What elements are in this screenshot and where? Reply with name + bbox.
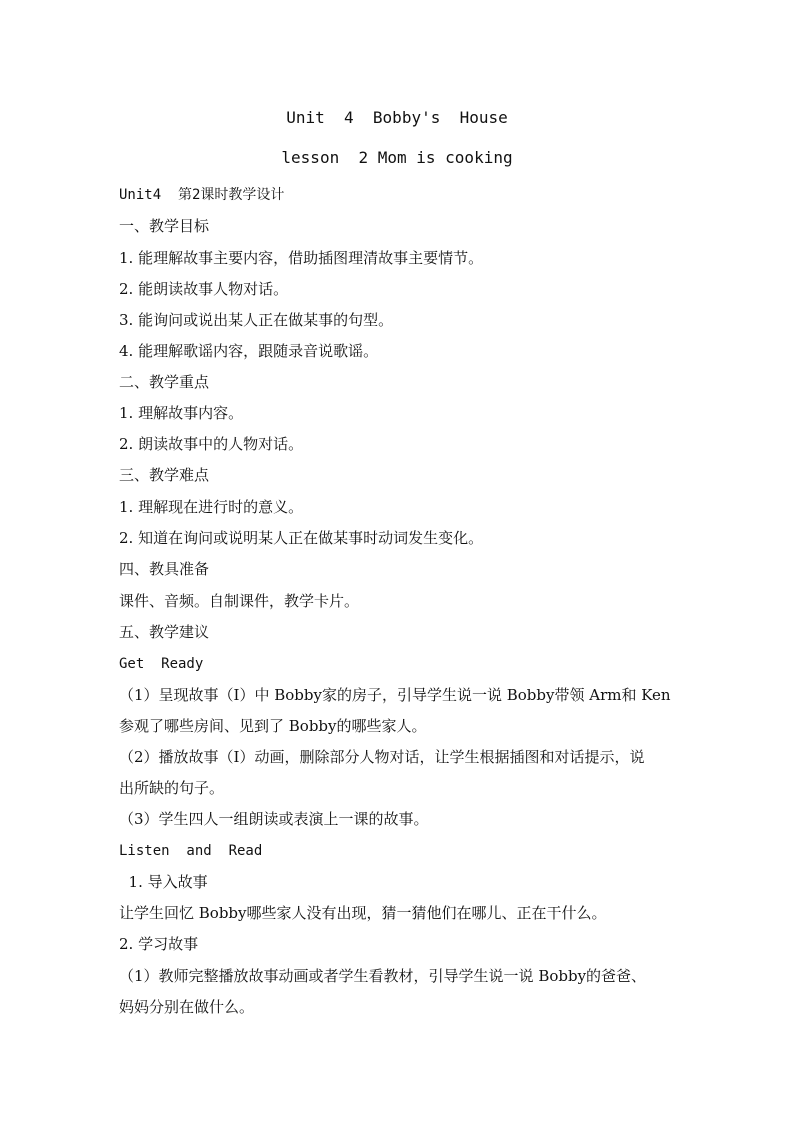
paragraph-line: （2）播放故事（I）动画，删除部分人物对话，让学生根据插图和对话提示，说 [119,748,645,766]
paragraph-line: （1）教师完整播放故事动画或者学生看教材，引导学生说一说 Bobby的爸爸、 [119,967,647,985]
paragraph-line: 参观了哪些房间、见到了 Bobby的哪些家人。 [119,717,427,735]
paragraph-line: 4. 能理解歌谣内容，跟随录音说歌谣。 [119,342,379,360]
subsection-heading-listen-and-read: Listen and Read [119,843,263,859]
paragraph-line: 2. 知道在询问或说明某人正在做某事时动词发生变化。 [119,529,484,547]
section-heading-difficulties: 三、教学难点 [119,466,210,484]
paragraph-line: 3. 能询问或说出某人正在做某事的句型。 [119,311,394,329]
paragraph-line: （3）学生四人一组朗读或表演上一课的故事。 [119,810,429,828]
paragraph-line: （1）呈现故事（I）中 Bobby家的房子，引导学生说一说 Bobby带领 Arm和 Ken [119,686,671,704]
document-subtitle: lesson 2 Mom is cooking [281,148,513,167]
paragraph-line: 出所缺的句子。 [119,779,225,797]
section-heading-key-points: 二、教学重点 [119,373,210,391]
paragraph-line: 1. 理解故事内容。 [119,404,244,422]
section-heading-suggestions: 五、教学建议 [119,623,210,641]
paragraph-line: 让学生回忆 Bobby哪些家人没有出现，猜一猜他们在哪儿、正在干什么。 [119,904,607,922]
section-heading-objectives: 一、教学目标 [119,217,210,235]
paragraph-line: 妈妈分别在做什么。 [119,998,255,1016]
paragraph-line: 1. 理解现在进行时的意义。 [119,498,304,516]
subsection-heading-get-ready: Get Ready [119,656,204,672]
section-heading-materials: 四、教具准备 [119,560,210,578]
lesson-heading: Unit4 第2课时教学设计 [119,187,285,203]
paragraph-line: 1. 能理解故事主要内容，借助插图理清故事主要情节。 [119,249,484,267]
paragraph-line: 2. 能朗读故事人物对话。 [119,280,289,298]
paragraph-line: 2. 朗读故事中的人物对话。 [119,435,304,453]
document-title: Unit 4 Bobby's House [286,108,508,127]
paragraph-line: 课件、音频。自制课件，教学卡片。 [119,592,360,610]
paragraph-line: 2. 学习故事 [119,935,199,953]
paragraph-line: 1. 导入故事 [119,873,208,891]
